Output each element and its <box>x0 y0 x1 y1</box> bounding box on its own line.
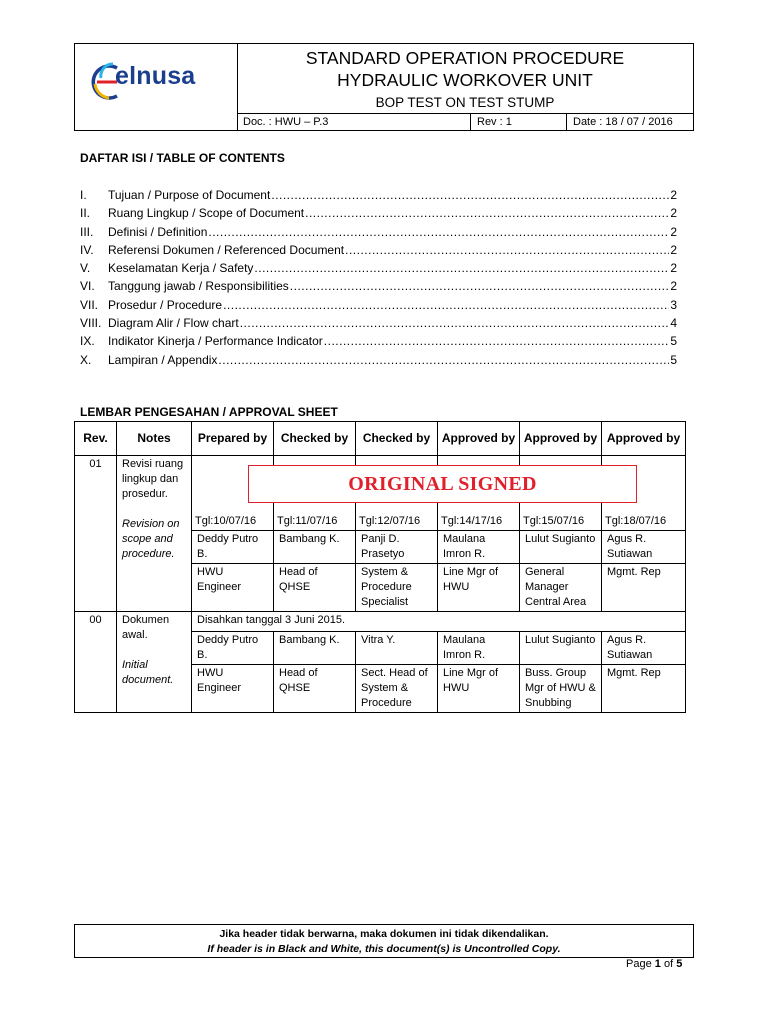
signer-position: Line Mgr of HWU <box>438 665 520 713</box>
signer-position: HWU Engineer <box>192 564 274 612</box>
toc-item[interactable] <box>80 277 677 295</box>
signer-position: Line Mgr of HWU <box>438 564 520 612</box>
toc-label: Tujuan / Purpose of Document <box>108 188 271 202</box>
signer-name: Agus R. Sutiawan <box>602 531 686 564</box>
toc-item[interactable] <box>80 314 677 332</box>
page-number <box>626 958 682 970</box>
signer-position: System & Procedure Specialist <box>356 564 438 612</box>
signer-name: Bambang K. <box>274 531 356 564</box>
toc-num: I. <box>80 188 87 202</box>
toc-page: 2 <box>670 224 677 239</box>
toc-page: 5 <box>670 352 677 367</box>
col-header: Approved by <box>520 422 602 456</box>
toc-item[interactable] <box>80 241 677 259</box>
toc-num: VII. <box>80 297 99 312</box>
signer-name: Lulut Sugianto <box>520 531 602 564</box>
ratification-note: Disahkan tanggal 3 Juni 2015. <box>192 612 686 632</box>
toc-page: 2 <box>670 279 677 294</box>
signer-name: Maulana Imron R. <box>438 531 520 564</box>
rev-notes <box>117 456 192 612</box>
toc-num: IX. <box>80 334 95 349</box>
toc-num: VIII. <box>80 316 102 331</box>
signer-position: Sect. Head of System & Procedure <box>356 665 438 713</box>
signer-name: Deddy Putro B. <box>192 531 274 564</box>
doc-subtitle: BOP TEST ON TEST STUMP <box>375 95 555 110</box>
doc-revision: Rev : 1 <box>470 114 566 131</box>
table-row <box>75 612 686 632</box>
signer-position: Head of QHSE <box>274 665 356 713</box>
note-en: Initial document. <box>122 659 174 686</box>
toc-num: III. <box>80 224 94 239</box>
doc-title-line2: HYDRAULIC WORKOVER UNIT <box>337 70 593 90</box>
col-header: Rev. <box>75 422 117 456</box>
toc-leader <box>290 277 670 295</box>
toc-item[interactable] <box>80 259 677 277</box>
toc-num: IV. <box>80 242 94 257</box>
toc-label: Tanggung jawab / Responsibilities <box>108 279 289 294</box>
toc-leader <box>324 332 670 350</box>
toc-leader <box>271 186 669 204</box>
signer-position: HWU Engineer <box>192 665 274 713</box>
sign-date: Tgl:18/07/16 <box>602 456 686 531</box>
toc-num: X. <box>80 352 92 367</box>
sign-date: Tgl:14/17/16 <box>438 456 520 531</box>
sign-date: Tgl:12/07/16 <box>356 456 438 531</box>
signer-name: Lulut Sugianto <box>520 632 602 665</box>
toc-page: 2 <box>670 261 677 276</box>
table-of-contents <box>80 186 677 369</box>
toc-leader <box>345 241 669 259</box>
col-header: Notes <box>117 422 192 456</box>
toc-heading: DAFTAR ISI / TABLE OF CONTENTS <box>80 151 285 165</box>
toc-label: Keselamatan Kerja / Safety <box>108 261 254 276</box>
approval-heading: LEMBAR PENGESAHAN / APPROVAL SHEET <box>80 405 338 419</box>
control-notice-id: Jika header tidak berwarna, maka dokumen ini tidak dikendalikan. <box>219 928 549 940</box>
col-header: Checked by <box>274 422 356 456</box>
signer-position: Mgmt. Rep <box>602 665 686 713</box>
toc-leader <box>305 204 669 222</box>
toc-num: VI. <box>80 279 95 294</box>
toc-label: Lampiran / Appendix <box>108 352 218 367</box>
signer-name: Deddy Putro B. <box>192 632 274 665</box>
document-header <box>74 43 694 131</box>
logo-cell <box>75 44 238 130</box>
signer-position: General Manager Central Area <box>520 564 602 612</box>
signer-position: Mgmt. Rep <box>602 564 686 612</box>
toc-page: 4 <box>670 316 677 331</box>
signer-name: Maulana Imron R. <box>438 632 520 665</box>
note-id: Dokumen awal. <box>122 614 170 641</box>
toc-leader <box>218 351 669 369</box>
toc-leader <box>223 296 669 314</box>
signer-name: Vitra Y. <box>356 632 438 665</box>
rev-notes <box>117 612 192 713</box>
note-id: Revisi ruang lingkup dan prosedur. <box>122 458 184 500</box>
doc-number: Doc. : HWU – P.3 <box>243 116 329 128</box>
toc-label: Referensi Dokumen / Referenced Document <box>108 242 345 257</box>
toc-num: II. <box>80 206 91 221</box>
toc-leader <box>254 259 669 277</box>
toc-page: 2 <box>670 206 677 221</box>
original-signed-stamp: ORIGINAL SIGNED <box>248 465 637 503</box>
doc-date: Date : 18 / 07 / 2016 <box>566 114 693 131</box>
toc-item[interactable] <box>80 186 677 204</box>
toc-leader <box>240 314 670 332</box>
toc-label: Prosedur / Procedure <box>108 297 223 312</box>
toc-item[interactable] <box>80 351 677 369</box>
control-notice <box>74 924 694 958</box>
toc-label: Diagram Alir / Flow chart <box>108 316 239 331</box>
toc-item[interactable] <box>80 223 677 241</box>
toc-page: 2 <box>670 242 677 257</box>
toc-page: 2 <box>670 188 677 202</box>
signer-name: Agus R. Sutiawan <box>602 632 686 665</box>
signer-position: Buss. Group Mgr of HWU & Snubbing <box>520 665 602 713</box>
sign-date: Tgl:15/07/16 <box>520 456 602 531</box>
page-current: 1 <box>654 958 661 970</box>
page-prefix: Page <box>626 958 652 970</box>
col-header: Approved by <box>438 422 520 456</box>
table-header-row <box>75 422 686 456</box>
page-of: of <box>663 958 674 970</box>
title-cell <box>237 44 693 113</box>
toc-page: 5 <box>670 334 677 349</box>
toc-item[interactable] <box>80 204 677 222</box>
sign-date: Tgl:11/07/16 <box>274 456 356 531</box>
toc-page: 3 <box>670 297 677 312</box>
signer-name: Bambang K. <box>274 632 356 665</box>
toc-label: Indikator Kinerja / Performance Indicator <box>108 334 323 349</box>
signer-position: Head of QHSE <box>274 564 356 612</box>
doc-meta-row <box>237 113 693 131</box>
rev-number: 01 <box>75 456 117 612</box>
doc-title-line1: STANDARD OPERATION PROCEDURE <box>305 48 625 68</box>
note-en: Revision on scope and procedure. <box>122 518 180 560</box>
rev-number: 00 <box>75 612 117 713</box>
toc-item[interactable] <box>80 332 677 350</box>
logo-wordmark: elnusa <box>115 62 196 90</box>
toc-label: Definisi / Definition <box>108 224 208 239</box>
page-total: 5 <box>676 958 683 970</box>
toc-leader <box>208 223 669 241</box>
toc-item[interactable] <box>80 296 677 314</box>
signer-name: Panji D. Prasetyo <box>356 531 438 564</box>
sign-date: Tgl:10/07/16 <box>192 456 274 531</box>
col-header: Checked by <box>356 422 438 456</box>
col-header: Prepared by <box>192 422 274 456</box>
control-notice-en: If header is in Black and White, this document(s) is Uncontrolled Copy. <box>207 943 561 955</box>
toc-label: Ruang Lingkup / Scope of Document <box>108 206 305 221</box>
toc-num: V. <box>80 261 91 276</box>
col-header: Approved by <box>602 422 686 456</box>
